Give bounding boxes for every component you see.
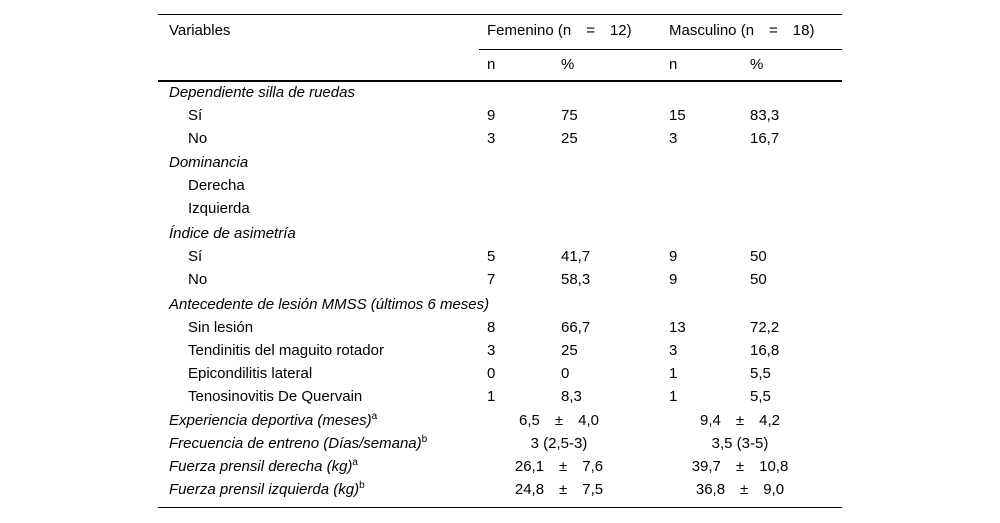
table-bottom-rule [158, 507, 842, 508]
section-title: Dependiente silla de ruedas [169, 84, 355, 101]
section-title-row [158, 294, 842, 317]
footnote-marker: b [359, 480, 365, 491]
masculino-pct: 50 [750, 248, 767, 265]
femenino-n: 3 [487, 130, 496, 147]
summary-row [158, 410, 842, 433]
summary-label: Experiencia deportiva (meses)$^a$ [169, 411, 378, 429]
row-label: No [188, 271, 208, 288]
row-label: Sí [188, 248, 203, 265]
masculino-value: 36,8 ± 9,0 [695, 481, 785, 498]
table-row [158, 363, 842, 386]
table-row [158, 317, 842, 340]
femenino-n: 1 [487, 388, 496, 405]
masculino-value: 9,4 ± 4,2 [700, 412, 780, 429]
femenino-value: 3 (2,5-3) [530, 435, 588, 452]
femenino-pct: 25 [561, 342, 578, 359]
table-row [158, 340, 842, 363]
row-label: Derecha [188, 177, 245, 194]
footnote-marker: a [352, 457, 358, 468]
table-row [158, 386, 842, 409]
row-label: Tendinitis del maguito rotador [188, 342, 384, 359]
table-row [158, 175, 842, 198]
masculino-n: 9 [669, 271, 678, 288]
summary-label: Fuerza prensil derecha (kg)$^a$ [169, 457, 358, 475]
row-label: No [188, 130, 208, 147]
masculino-n: 3 [669, 342, 678, 359]
row-label: Epicondilitis lateral [188, 365, 313, 382]
header-m-n: n [669, 56, 678, 73]
header-group-rule [479, 49, 842, 50]
section-title-row [158, 82, 842, 105]
section-title: Dominancia [169, 154, 249, 171]
section-title: Antecedente de lesión MMSS (últimos 6 meses) [169, 296, 490, 313]
femenino-value: 24,8 ± 7,5 [514, 481, 604, 498]
femenino-pct: 75 [561, 107, 578, 124]
row-label: Izquierda [188, 200, 250, 217]
table-top-rule [158, 14, 842, 15]
row-label: Tenosinovitis De Quervain [188, 388, 363, 405]
femenino-pct: 8,3 [561, 388, 582, 405]
masculino-pct: 16,8 [750, 342, 780, 359]
table-row [158, 128, 842, 151]
femenino-value: 6,5 ± 4,0 [519, 412, 599, 429]
summary-row [158, 433, 842, 456]
masculino-value: 39,7 ± 10,8 [691, 458, 789, 475]
femenino-pct: 66,7 [561, 319, 591, 336]
masculino-pct: 5,5 [750, 388, 771, 405]
header-masculino: Masculino (n = 18) [669, 22, 815, 39]
masculino-pct: 72,2 [750, 319, 780, 336]
summary-row [158, 456, 842, 479]
masculino-n: 1 [669, 388, 678, 405]
masculino-n: 1 [669, 365, 678, 382]
summary-label: Fuerza prensil izquierda (kg)$^b$ [169, 480, 365, 498]
femenino-n: 0 [487, 365, 496, 382]
section-title-row [158, 223, 842, 246]
footnote-marker: b [421, 434, 428, 445]
masculino-n: 15 [669, 107, 686, 124]
masculino-value: 3,5 (3-5) [711, 435, 769, 452]
header-m-pct: % [750, 56, 764, 73]
femenino-n: 9 [487, 107, 496, 124]
femenino-pct: 41,7 [561, 248, 591, 265]
femenino-n: 5 [487, 248, 496, 265]
table-row [158, 105, 842, 128]
row-label: Sin lesión [188, 319, 254, 336]
footnote-marker: a [371, 411, 378, 422]
header-f-pct: % [561, 56, 575, 73]
section-title-row [158, 152, 842, 175]
masculino-pct: 5,5 [750, 365, 771, 382]
header-variables: Variables [169, 22, 231, 39]
row-label: Sí [188, 107, 203, 124]
masculino-n: 3 [669, 130, 678, 147]
femenino-pct: 58,3 [561, 271, 591, 288]
summary-label: Frecuencia de entreno (Días/semana)$^b$ [169, 434, 428, 452]
table-row [158, 246, 842, 269]
header-f-n: n [487, 56, 496, 73]
masculino-pct: 50 [750, 271, 767, 288]
masculino-n: 9 [669, 248, 678, 265]
masculino-pct: 83,3 [750, 107, 780, 124]
section-title: Índice de asimetría [169, 225, 296, 242]
femenino-n: 8 [487, 319, 496, 336]
femenino-pct: 0 [561, 365, 570, 382]
femenino-value: 26,1 ± 7,6 [514, 458, 604, 475]
header-femenino: Femenino (n = 12) [487, 22, 632, 39]
masculino-pct: 16,7 [750, 130, 780, 147]
table-row [158, 269, 842, 292]
masculino-n: 13 [669, 319, 686, 336]
femenino-n: 3 [487, 342, 496, 359]
femenino-pct: 25 [561, 130, 578, 147]
table-row [158, 198, 842, 221]
summary-row [158, 479, 842, 502]
femenino-n: 7 [487, 271, 496, 288]
